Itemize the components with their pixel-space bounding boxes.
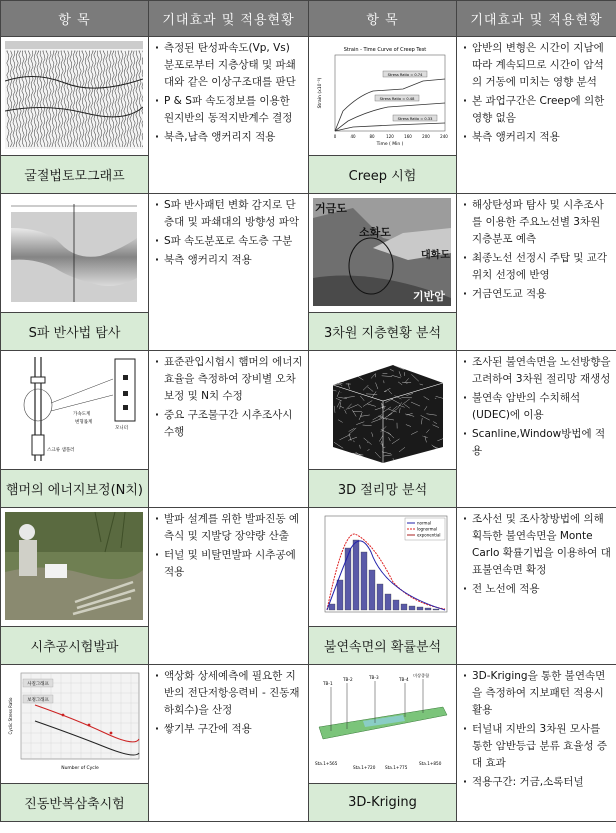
tick-label: 40 — [350, 134, 356, 139]
list-item: · 조사된 불연속면을 노선방향을 고려하여 3차원 절리망 재생성 — [463, 354, 611, 388]
effects-cell — [149, 351, 309, 508]
kriging-label: TB-3 — [369, 675, 379, 680]
kriging-label: Sta.1+565 — [315, 761, 338, 766]
joint-network-figure — [309, 351, 457, 470]
diagram-label: 가속도계 — [73, 412, 91, 417]
list-item: · 터널내 지반의 3차원 모사를 통한 암반등급 분류 효율성 증대 효과 — [463, 721, 611, 772]
seismic-tomography-figure — [1, 37, 149, 156]
histogram-bar — [337, 580, 343, 610]
list-item: · 조사선 및 조사창방법에 의해 획득한 불연속면을 Monte Carlo 확률기법을 이용하여 대표불연속면 확정 — [463, 511, 611, 579]
list-item: · 표준관입시험시 햄머의 에너지 효율을 측정하여 장비별 오차 보정 및 N치 수정 — [155, 354, 303, 405]
legend-label: Stress Ratio = 0.74 — [387, 73, 423, 77]
table-row — [1, 665, 616, 784]
list-item: · Scanline,Window방법에 적용 — [463, 426, 611, 460]
item-caption: 3D 절리망 분석 — [309, 470, 457, 508]
legend-label: 보정그래프 — [27, 698, 49, 703]
histogram-bar — [329, 604, 335, 610]
item-caption: 시추공시험발파 — [1, 627, 149, 665]
item-caption: S파 반사법 탐사 — [1, 313, 149, 351]
histogram-bar — [409, 606, 415, 610]
kriging-label: Sta.1+775 — [385, 765, 408, 770]
kriging-label: 미상종합 — [413, 673, 430, 678]
list-item: · 북측,남측 앵커리지 적용 — [155, 129, 303, 146]
strata-label: 기반암 — [413, 290, 445, 303]
tick-label: 120 — [386, 134, 394, 139]
legend-label: lognormal — [417, 526, 438, 532]
item-caption: 햄머의 에너지보정(N치) — [1, 470, 149, 508]
histogram-bar — [401, 604, 407, 610]
item-caption: 3차원 지층현황 분석 — [309, 313, 457, 351]
list-item: · S파 반사패턴 변화 감지로 단층대 및 파쇄대의 방향성 파악 — [155, 197, 303, 231]
list-item: · 전 노선에 적용 — [463, 581, 611, 598]
strata-label: 소화도 — [359, 226, 391, 239]
tick-label: 160 — [404, 134, 412, 139]
legend-label: exponential — [417, 532, 441, 538]
kriging-label: Sta.1+720 — [353, 765, 376, 770]
legend-label: 사질그래프 — [27, 682, 49, 687]
kriging-label: TB-1 — [323, 681, 333, 686]
list-item: · 적용구간: 거금,소록터널 — [463, 774, 611, 791]
item-caption: 3D-Kriging — [309, 784, 457, 822]
histogram-bar — [361, 552, 367, 610]
x-axis-label: Time ( Min ) — [376, 142, 404, 147]
test-blast-photo — [1, 508, 149, 627]
table-row — [1, 194, 616, 313]
item-caption: 진동반복삼축시험 — [1, 784, 149, 822]
histogram-bar — [377, 584, 383, 610]
tick-label: 240 — [440, 134, 448, 139]
histogram-bar — [425, 608, 431, 610]
table-row — [1, 508, 616, 627]
effects-cell — [457, 665, 616, 822]
list-item: · 북측 앵커리지 적용 — [155, 252, 303, 269]
effects-cell — [149, 37, 309, 194]
header-effect-right: 기대효과 및 적용현황 — [457, 1, 616, 37]
table-row — [1, 351, 616, 470]
kriging-label: TB-2 — [343, 677, 353, 682]
list-item: · 거금연도교 적용 — [463, 286, 611, 303]
header-row — [1, 1, 616, 37]
list-item: · 불연속 암반의 수치해석 (UDEC)에 이용 — [463, 390, 611, 424]
list-item: · 북측 앵커리지 적용 — [463, 129, 611, 146]
kriging-label: TB-4 — [399, 677, 409, 682]
legend-label: Stress Ratio = 0.33 — [397, 117, 433, 121]
tick-label: 80 — [369, 134, 375, 139]
list-item: · 액상화 상세예측에 필요한 지반의 전단저항응력비 - 진동재하회수)을 산정 — [155, 668, 303, 719]
tick-label: 0 — [333, 134, 337, 139]
list-item: · 쌓기부 구간에 적용 — [155, 721, 303, 738]
list-item: · 발파 설계를 위한 발파진동 예측식 및 지발당 장약량 산출 — [155, 511, 303, 545]
item-caption: 불연속면의 확률분석 — [309, 627, 457, 665]
probability-histogram-figure — [309, 508, 457, 627]
creep-chart-figure — [309, 37, 457, 156]
diagram-label: 스크류 샘플러 — [47, 448, 75, 453]
histogram-bar — [393, 600, 399, 610]
header-item-left: 항 목 — [1, 1, 149, 37]
strata-label: 대화도 — [421, 250, 450, 261]
histogram-bar — [417, 607, 423, 610]
list-item: · 측정된 탄성파속도(Vp, Vs) 분포로부터 지층상태 및 파쇄대와 같은 이상구조대를 판단 — [155, 40, 303, 91]
legend-label: normal — [417, 520, 432, 526]
effects-cell — [149, 194, 309, 351]
header-effect-left: 기대효과 및 적용현황 — [149, 1, 309, 37]
3d-strata-figure — [309, 194, 457, 313]
list-item: · 본 과업구간은 Creep에 의한 영향 없음 — [463, 93, 611, 127]
cyclic-triaxial-chart — [1, 665, 149, 784]
list-item: · S파 속도분포로 속도층 구분 — [155, 233, 303, 250]
list-item: · 최종노선 선정시 주탑 및 교각위치 선정에 반영 — [463, 250, 611, 284]
histogram-bar — [369, 570, 375, 610]
header-item-right: 항 목 — [309, 1, 457, 37]
effects-cell — [149, 508, 309, 665]
histogram-bar — [433, 609, 439, 610]
list-item: · 터널 및 비탈면발파 시추공에 적용 — [155, 547, 303, 581]
diagram-label: 모니터 — [115, 426, 129, 431]
effects-cell — [149, 665, 309, 822]
y-axis-label: Cyclic Stress Ratio — [8, 697, 13, 735]
y-axis-label: Strain (x10⁻²) — [318, 77, 323, 109]
list-item: · P & S파 속도정보를 이용한 원지반의 동적지반계수 결정 — [155, 93, 303, 127]
s-wave-reflection-figure — [1, 194, 149, 313]
histogram-bar — [353, 540, 359, 610]
list-item: · 암반의 변형은 시간이 지남에 따라 계속되므로 시간이 암석의 거동에 미치는 영향 분석 — [463, 40, 611, 91]
list-item: · 중요 구조물구간 시추조사시 수행 — [155, 407, 303, 441]
tick-label: 200 — [422, 134, 430, 139]
table-row — [1, 37, 616, 156]
effects-cell — [457, 37, 616, 194]
chart-title: Strain - Time Curve of Creep Test — [343, 47, 427, 53]
item-caption: Creep 시험 — [309, 156, 457, 194]
x-axis-label: Number of Cycle — [61, 766, 99, 771]
list-item: · 해상탄성파 탐사 및 시추조사를 이용한 주요노선별 3차원 지층분포 예측 — [463, 197, 611, 248]
effects-cell — [457, 194, 616, 351]
kriging-label: Sta.1+850 — [419, 761, 442, 766]
legend-label: Stress Ratio = 0.48 — [379, 97, 415, 101]
item-caption: 굴절법토모그래프 — [1, 156, 149, 194]
histogram-bar — [385, 594, 391, 610]
diagram-label: 변형률계 — [75, 420, 93, 425]
histogram-bar — [345, 548, 351, 610]
strata-label: 거금도 — [315, 202, 347, 215]
effects-cell — [457, 351, 616, 508]
kriging-figure — [309, 665, 457, 784]
list-item: · 3D-Kriging을 통한 불연속면을 측정하여 지보패턴 적용시 활용 — [463, 668, 611, 719]
effects-cell — [457, 508, 616, 665]
hammer-energy-diagram — [1, 351, 149, 470]
